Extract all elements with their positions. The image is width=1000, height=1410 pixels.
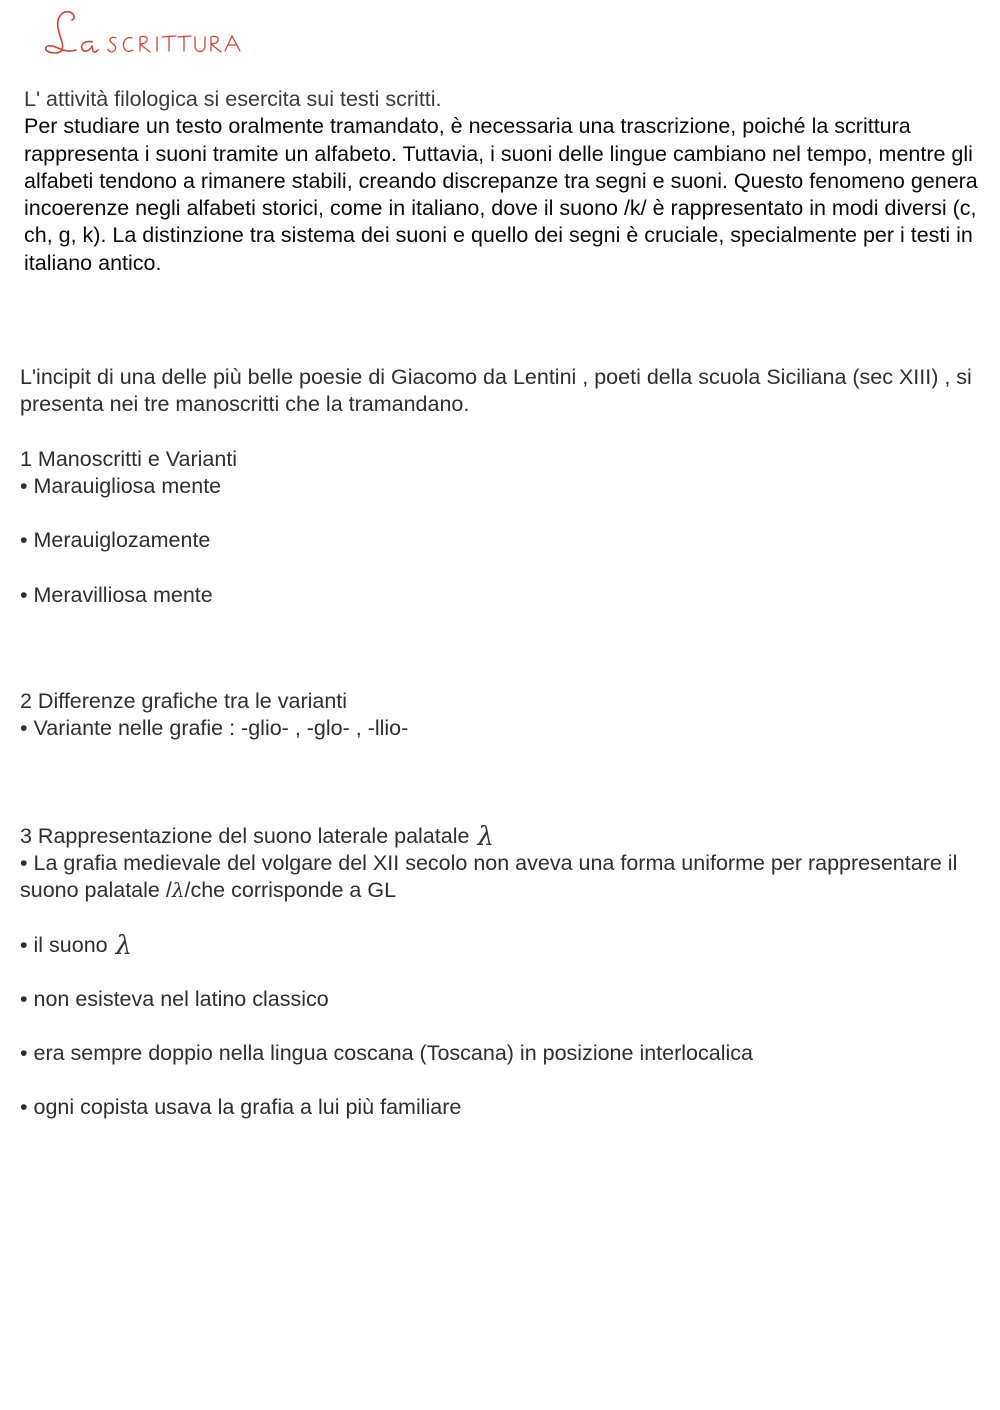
list-item-text: • La grafia medievale del volgare del XII secolo non aveva una forma uniforme per rappresentare il suono palatale / <box>20 851 958 903</box>
list-item: • Marauigliosa mente <box>20 474 222 499</box>
section-differenze <box>20 688 980 742</box>
list-item: • Variante nelle grafie : -glio- , -glo- , -llio- <box>20 716 409 741</box>
list-item: • Meravilliosa mente <box>20 582 213 607</box>
incipit-paragraph <box>20 364 980 418</box>
list-item: • non esisteva nel latino classico <box>20 986 329 1011</box>
incipit-text: L'incipit di una delle più belle poesie di Giacomo da Lentini , poeti della scuola Siciliana (sec XIII) , si presenta nei tre manoscritti che la tramandano. <box>20 365 972 417</box>
section-manoscritti <box>20 446 980 609</box>
lambda-symbol: λ <box>171 878 185 903</box>
list-item-text: • il suono <box>20 932 108 957</box>
intro-block <box>24 86 979 277</box>
section-heading: 2 Differenze grafiche tra le varianti <box>20 689 348 713</box>
section-heading-row <box>20 823 980 850</box>
section-heading: 1 Manoscritti e Varianti <box>20 447 238 471</box>
section-rappresentazione <box>20 823 980 1121</box>
section-heading: 3 Rappresentazione del suono laterale palatale <box>20 824 470 848</box>
handwritten-title-logo <box>40 4 250 60</box>
lambda-symbol: λ <box>115 930 133 961</box>
lambda-symbol: λ <box>477 822 494 852</box>
page-title <box>40 4 250 60</box>
list-item <box>20 932 980 959</box>
list-item-text: /che corrisponde a GL <box>184 878 397 903</box>
intro-lead: L' attività filologica si esercita sui testi scritti. <box>24 87 442 111</box>
list-item <box>20 850 980 904</box>
list-item: • Merauiglozamente <box>20 528 211 553</box>
list-item: • ogni copista usava la grafia a lui più familiare <box>20 1095 462 1120</box>
list-item: • era sempre doppio nella lingua coscana (Toscana) in posizione interlocalica <box>20 1041 753 1066</box>
intro-paragraph: Per studiare un testo oralmente tramandato, è necessaria una trascrizione, poiché la scrittura rappresenta i suoni tramite un alfabeto. Tuttavia, i suoni delle lingue cambiano nel tempo, mentre gli alfabeti tendono a rimanere stabili, creando discrepanze tra segni e suoni. Questo fenomeno genera incoerenze negli alfabeti storici, come in italiano, dove il suono /k/ è rappresentato in modi diversi (c, ch, g, k). La distinzione tra sistema dei suoni e quello dei segni è cruciale, specialmente per i testi in italiano antico. <box>24 114 978 275</box>
